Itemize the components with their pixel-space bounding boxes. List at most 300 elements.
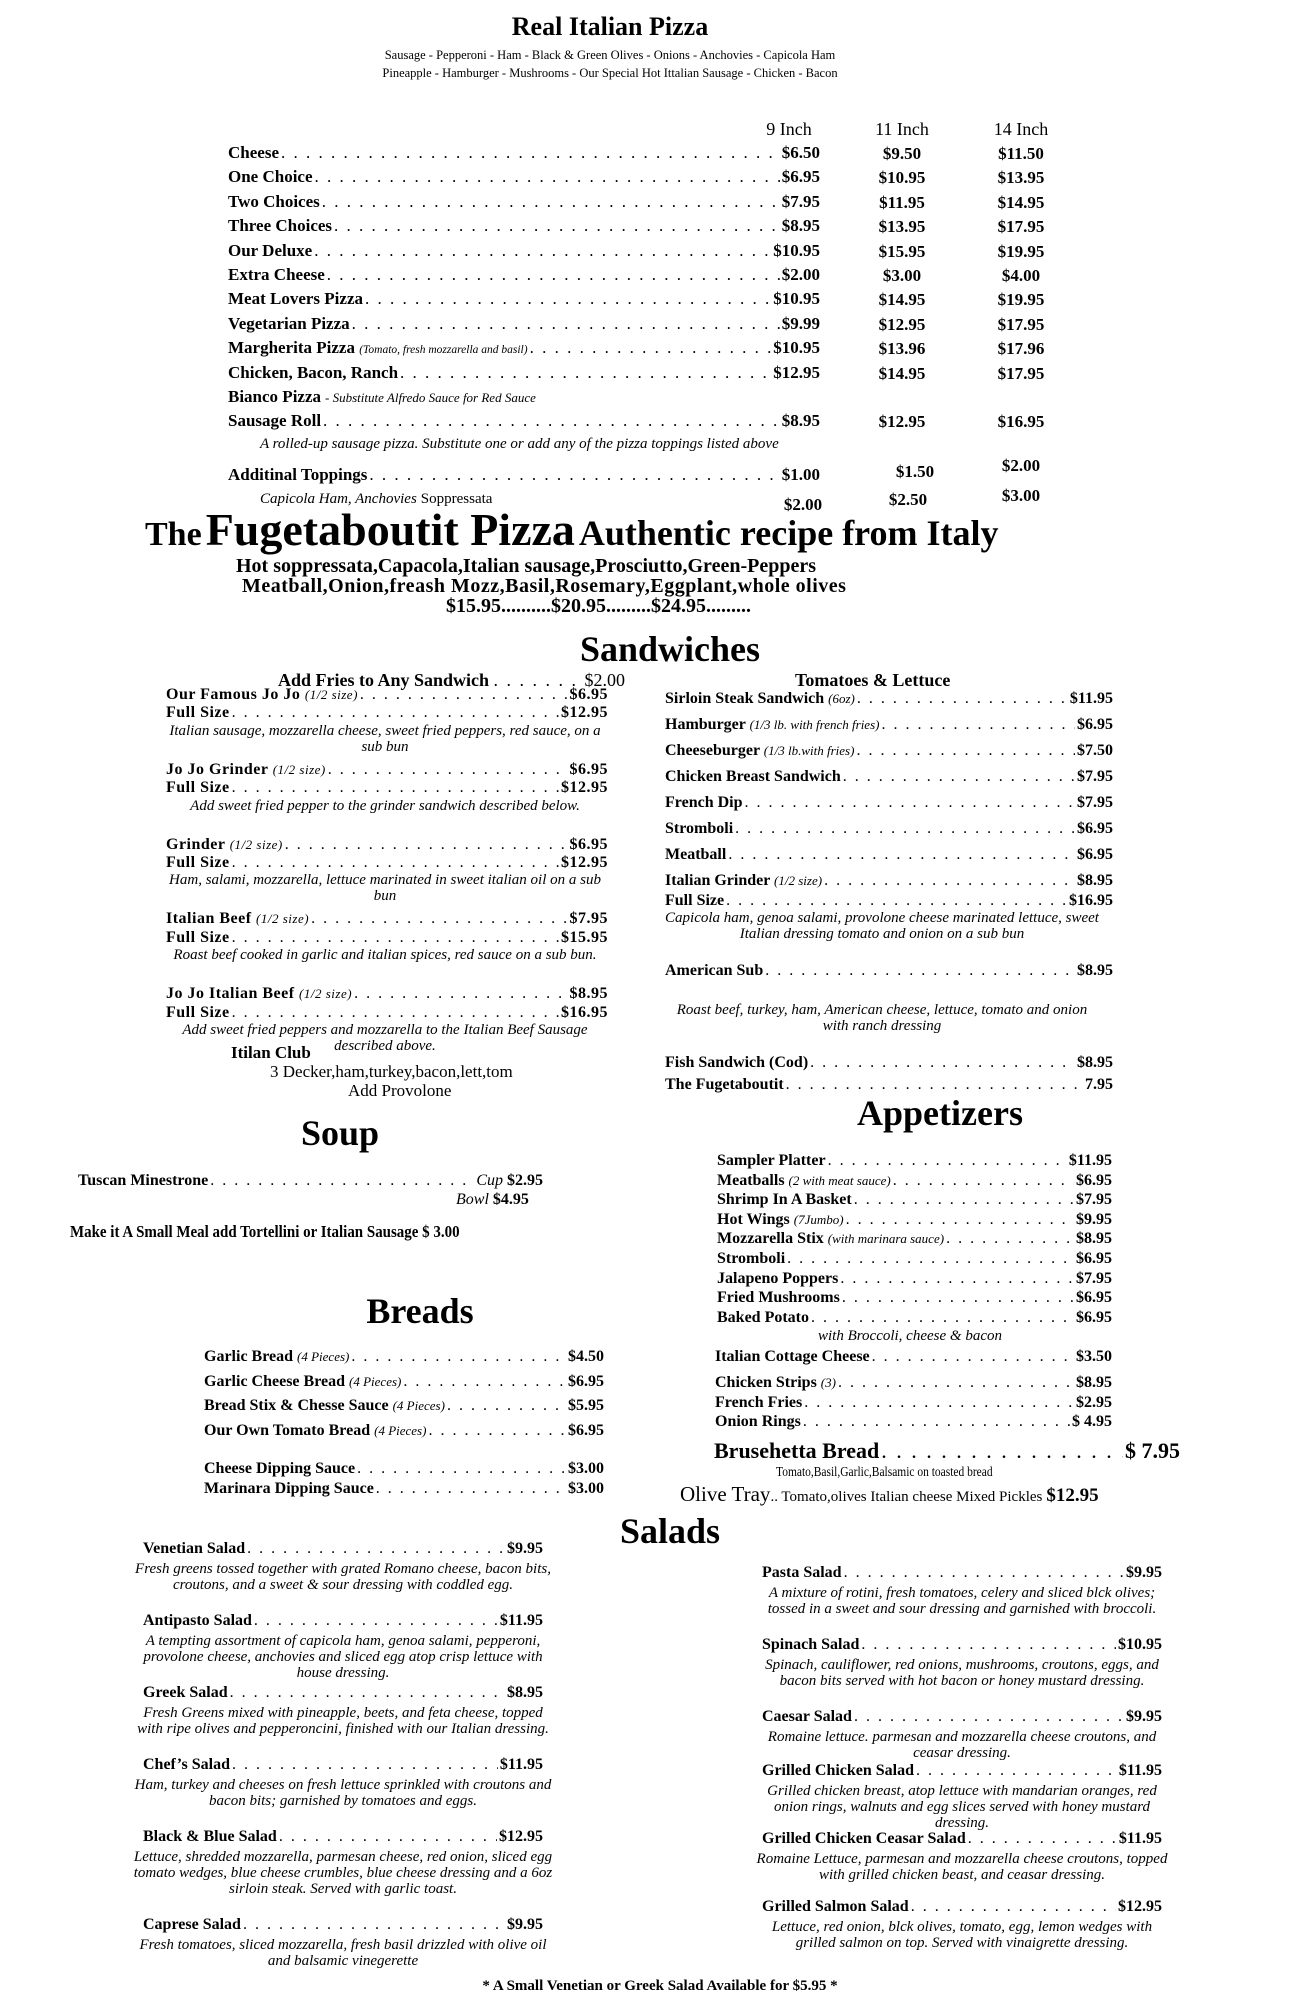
item-name [717,1309,809,1327]
price-11-inch: $12.95 [878,314,926,334]
price-14-inch: $17.96 [997,339,1045,359]
pizza-row [228,289,820,309]
sandwich-desc: Add sweet fried peppers and mozzarella to the Italian Beef Sausage described above. [182,1022,588,1054]
fugetaboutit-the: The [145,516,202,553]
price-14-inch: $3.00 [1001,486,1041,505]
item-name [717,1230,944,1248]
item-name [665,716,879,734]
item-name-text: Full Size [166,928,230,946]
item-name [166,836,283,854]
item-price: $2.00 [781,265,820,284]
appetizer-row [717,1250,1112,1268]
item-name-text: French Dip [665,794,743,811]
item-price: $12.95 [773,362,820,382]
sandwich-row [665,872,1113,890]
menu-title: Real Italian Pizza [511,12,709,41]
item-price: $7.95 [1076,1191,1112,1209]
item-price: $6.95 [781,167,820,187]
item-price: $6.95 [1077,716,1113,733]
sandwich-row [665,690,1113,708]
baked-potato-desc: with Broccoli, cheese & bacon [818,1328,1002,1344]
sandwich-row [665,1054,1113,1072]
pizza-row [228,143,820,163]
item-price: $6.95 [1077,820,1113,837]
sandwich-row [166,854,608,872]
item-price: $10.95 [1118,1636,1162,1653]
item-price: 7.95 [1085,1076,1113,1093]
item-name-text: Sirloin Steak Sandwich [665,690,825,707]
price-11-inch: $13.96 [878,339,926,359]
soup-cup-label: Cup [476,1172,503,1189]
item-name [228,192,320,212]
item-name-text: Three Choices [228,216,333,236]
item-price: $9.95 [507,1540,543,1557]
soup-title: Soup [300,1113,380,1153]
item-price: $8.95 [507,1684,543,1701]
item-name-text: Chicken Strips [715,1374,817,1391]
fugetaboutit-heading [145,503,999,556]
item-name [665,892,724,910]
salad-row [762,1708,1162,1726]
item-note: (6oz) [828,691,855,706]
premium-name: Capicola Ham, Anchovies [260,491,417,507]
item-price: $9.95 [1076,1210,1112,1228]
sandwich-row [166,910,608,928]
item-price: $16.95 [561,1003,608,1021]
item-note: (1/2 size) [256,911,310,927]
item-name [166,704,230,722]
item-name [665,690,855,708]
item-price: $8.95 [1077,1054,1113,1071]
toppings-line-2: Pineapple - Hamburger - Mushrooms - Our Special Hot Ittalian Sausage - Chicken - Bacon [382,66,838,80]
pizza-row [228,216,820,236]
salad-desc: Fresh Greens mixed with pineapple, beets, and feta cheese, topped with ripe olives and pepperoncini, finished with our Italian dressing. [137,1705,549,1737]
bianco-name: Bianco Pizza [228,387,322,406]
item-name-text: Fried Mushrooms [717,1289,840,1307]
price-11-inch: $14.95 [878,290,926,310]
olive-tray-price: $12.95 [1046,1485,1099,1506]
sandwich-row [665,962,1113,980]
item-name-text: Chef’s Salad [143,1756,230,1773]
item-name-text: Spinach Salad [762,1636,860,1653]
appetizer-row [715,1394,1112,1412]
salad-row [762,1898,1162,1916]
bianco-pizza-row [228,387,536,407]
item-name-text: Garlic Cheese Bread [204,1372,346,1390]
item-name-text: Stromboli [717,1250,786,1267]
item-price: $3.00 [568,1480,604,1497]
sausage-roll-desc: A rolled-up sausage pizza. Substitute one or add any of the pizza toppings listed above [260,436,779,452]
item-name-text: Full Size [166,704,230,722]
item-name-text: Venetian Salad [143,1540,246,1557]
item-name [717,1152,826,1170]
item-name [166,779,230,797]
item-name-text: Our Deluxe [228,240,313,260]
item-price: $6.95 [569,760,608,778]
item-name [665,768,841,786]
item-name [166,985,352,1003]
item-note: (with marinara sauce) [827,1231,945,1247]
item-name [204,1373,401,1391]
salad-row [762,1830,1162,1848]
item-price: $6.95 [1076,1308,1112,1326]
item-name [715,1413,801,1431]
price-11-inch: $3.00 [882,266,922,285]
salad-desc: Romaine Lettuce, parmesan and mozzarella cheese croutons, topped with grilled chicken beast, and ceasar dressing. [756,1851,1168,1883]
olive-tray-name: Olive Tray [680,1482,771,1506]
item-name [228,411,321,431]
item-name-text: Sausage Roll [228,411,322,430]
sandwiches-title: Sandwiches [579,629,761,669]
pizza-row [228,265,820,285]
item-name-text: Cheese [228,143,279,162]
item-name [665,794,742,812]
salads-title: Salads [619,1511,721,1551]
salad-desc: Romaine lettuce. parmesan and mozzarella cheese croutons, and ceasar dressing. [767,1729,1157,1761]
item-name [665,742,854,760]
item-note: (1/2 size) [272,761,326,777]
sandwich-row [166,985,608,1003]
item-name-text: Italian Beef [166,910,252,928]
item-name-text: American Sub [665,962,764,979]
item-price: $9.95 [1126,1564,1162,1581]
item-price: $10.95 [773,289,820,309]
item-price: $ 4.95 [1072,1413,1112,1430]
item-name-text: Caprese Salad [143,1916,241,1933]
add-fries-price: $2.00 [584,670,626,690]
item-name [143,1756,230,1774]
item-price: $6.95 [1077,846,1113,863]
appetizer-row [715,1413,1112,1431]
item-note: (4 Pieces) [349,1373,402,1389]
item-price: $10.95 [773,240,820,260]
salad-desc: Ham, turkey and cheeses on fresh lettuce sprinkled with croutons and bacon bits; garnished by tomatoes and eggs. [134,1777,552,1809]
item-name [166,910,309,928]
item-note: (1/3 lb. with french fries) [749,717,880,732]
appetizer-row [717,1172,1112,1190]
price-11-inch: $2.50 [888,490,928,509]
sandwich-row [665,846,1113,864]
salads-footer-note: * A Small Venetian or Greek Salad Available for $5.95 * [482,1978,838,1994]
sandwich-row [166,686,608,704]
item-name [228,338,528,358]
item-name [204,1422,426,1440]
item-name [204,1397,445,1415]
item-note: (1/3 lb.with fries) [763,743,855,758]
item-price: $8.95 [1076,1230,1112,1248]
item-name-text: Baked Potato [717,1308,809,1326]
tomatoes-lettuce-label: Tomatoes & Lettuce [795,670,951,690]
item-name-text: Grilled Chicken Salad [762,1762,915,1779]
sandwich-row [665,768,1113,786]
item-price: $12.95 [561,704,608,722]
sandwich-row [665,716,1113,734]
item-name [717,1191,852,1209]
item-name [717,1289,840,1307]
item-name-text: The Fugetaboutit [665,1076,784,1093]
sandwich-row [665,892,1113,910]
item-price: $11.95 [1068,1152,1112,1169]
item-name-text: Black & Blue Salad [143,1828,277,1845]
price-14-inch: $19.95 [997,241,1045,261]
price-11-inch: $15.95 [878,241,926,261]
salad-row [762,1564,1162,1582]
item-price: $12.95 [561,779,608,797]
appetizers-title: Appetizers [857,1093,1023,1133]
item-name-text: Meatball [665,846,727,863]
item-price: $8.95 [1077,872,1113,889]
item-note: (3) [820,1375,836,1390]
price-9-inch: $2.00 [783,495,823,514]
item-name [715,1348,870,1366]
item-name [762,1708,852,1726]
item-name [166,854,230,872]
item-name-text: Stromboli [665,820,734,837]
item-name [665,872,822,890]
item-note: (4 Pieces) [392,1398,445,1413]
item-name-text: Grilled Salmon Salad [762,1898,909,1915]
item-name-text: Sampler Platter [717,1152,826,1169]
soup-bowl-price: $4.95 [492,1191,529,1208]
soup-cup [476,1172,543,1190]
item-name-text: Meat Lovers Pizza [228,289,363,309]
pizza-row [228,241,820,261]
item-note: (1/2 size) [774,873,823,888]
item-note: (4 Pieces) [297,1349,350,1364]
item-name [717,1250,785,1268]
item-name [665,1076,784,1094]
item-price: $8.95 [1076,1374,1112,1391]
appetizer-row [717,1152,1112,1170]
size-header: 9 Inch [766,119,812,139]
item-price: $11.95 [1069,690,1113,707]
appetizer-row [717,1270,1112,1288]
salad-desc: Grilled chicken breast, atop lettuce with mandarian oranges, red onion rings, walnuts and egg slices served with honey mustard dressing. [767,1783,1157,1831]
item-name [228,216,332,236]
item-name-text: Jo Jo Grinder [166,760,269,778]
item-price: $6.95 [1076,1250,1112,1267]
item-name-text: Chicken, Bacon, Ranch [228,362,399,382]
salad-desc: Fresh greens tossed together with grated Romano cheese, bacon bits, croutons, and a sweet & sour dressing with coddled egg. [135,1561,551,1593]
item-name-text: Antipasto Salad [143,1612,252,1629]
item-price: $6.50 [781,143,820,162]
item-name [204,1480,374,1498]
itilan-club-desc-1: 3 Decker,ham,turkey,bacon,lett,tom [270,1062,513,1081]
item-name [228,241,312,261]
item-price: $16.95 [1069,892,1113,909]
sandwich-desc: Ham, salami, mozzarella, lettuce marinated in sweet italian oil on a sub bun [169,872,601,905]
item-price: $9.99 [781,313,820,333]
bread-row [204,1348,604,1366]
item-name-text: Vegetarian Pizza [228,313,350,333]
item-price: $7.95 [1077,794,1113,811]
item-name-text: One Choice [228,167,313,187]
item-name [166,686,358,704]
item-price: $4.50 [568,1348,604,1365]
olive-tray-row [680,1482,1099,1507]
item-name [228,167,313,187]
item-price: $15.95 [561,928,608,946]
price-14-inch: $14.95 [997,192,1045,212]
item-name-text: Cheese Dipping Sauce [204,1460,356,1477]
appetizer-row [715,1374,1112,1392]
price-14-inch: $17.95 [997,314,1045,334]
sauce-row [204,1460,604,1478]
sandwich-desc: Italian sausage, mozzarella cheese, sweet fried peppers, red sauce, on a sub bun [169,722,601,755]
item-note: (7Jumbo) [793,1211,844,1227]
item-name-text: Fish Sandwich (Cod) [665,1054,809,1071]
soup-item [78,1172,543,1190]
item-name-text: Marinara Dipping Sauce [204,1480,374,1497]
item-name-text: Cheeseburger [665,742,760,759]
sandwich-row [665,794,1113,812]
sandwich-row [166,761,608,779]
sandwich-row [166,929,608,947]
item-name [762,1564,842,1582]
item-name-text: Full Size [166,854,230,871]
item-price: $9.95 [1126,1708,1162,1725]
pizza-row [228,314,820,334]
item-name-text: Extra Cheese [228,265,325,284]
sandwich-row [665,820,1113,838]
item-note: (1/2 size) [304,687,358,702]
price-11-inch: $13.95 [878,217,926,237]
olive-tray-desc: .. Tomato,olives Italian cheese Mixed Pickles [770,1489,1043,1505]
price-14-inch: $17.95 [997,217,1045,237]
item-name [717,1211,844,1229]
item-price: $5.95 [568,1397,604,1414]
fugetaboutit-name: Fugetaboutit Pizza [205,504,575,555]
sandwich-row [166,779,608,797]
item-name-text: Pasta Salad [762,1564,842,1581]
soup-bowl-label: Bowl [456,1191,489,1208]
item-price: $3.00 [568,1460,604,1477]
bianco-note: - Substitute Alfredo Sauce for Red Sauce [325,390,536,405]
sandwich-desc: Roast beef cooked in garlic and italian spices, red sauce on a sub bun. [173,947,597,964]
item-name-text: Meatballs [717,1171,785,1189]
price-11-inch: $1.50 [895,462,935,481]
fugetaboutit-prices: $15.95..........$20.95.........$24.95......... [446,595,751,617]
item-name-text: Full Size [665,892,725,909]
soup-name: Tuscan Minestrone [78,1172,209,1189]
item-price: $10.95 [773,338,820,358]
salad-desc: Spinach, cauliflower, red onions, mushrooms, croutons, eggs, and bacon bits served with hot bacon or honey mustard dressing. [765,1657,1159,1689]
item-price: $6.95 [1076,1289,1112,1307]
item-name [665,846,726,864]
price-11-inch: $9.50 [882,144,922,163]
soup-meal-note: Make it A Small Meal add Tortellini or Italian Sausage $ 3.00 [70,1222,460,1241]
item-price: $11.95 [1118,1830,1162,1847]
sandwich-desc: Capicola ham, genoa salami, provolone cheese marinated lettuce, sweet Italian dressing tomato and onion on a sub bun [665,910,1099,942]
price-14-inch: $19.95 [997,290,1045,310]
item-note: (1/2 size) [229,836,283,852]
pizza-row [228,338,820,358]
item-price: $7.95 [569,910,608,928]
item-name [228,265,325,285]
item-name-text: Chicken Breast Sandwich [665,768,841,785]
item-price: $12.95 [1118,1898,1162,1915]
item-name [665,962,763,980]
price-11-inch: $10.95 [878,168,926,188]
bread-row [204,1397,604,1415]
item-name [228,465,367,485]
soup-cup-price: $2.95 [507,1172,543,1189]
itilan-club-name: Itilan Club [231,1043,311,1062]
item-name [143,1684,228,1702]
item-price: $9.95 [507,1916,543,1933]
salad-row [143,1612,543,1630]
item-name-text: Full Size [166,779,230,797]
item-note: (Tomato, fresh mozzarella and basil) [359,344,528,357]
appetizer-row [717,1309,1112,1327]
salad-row [143,1540,543,1558]
fugetaboutit-tagline: Authentic recipe from Italy [578,513,999,553]
size-header: 11 Inch [875,119,929,139]
bruschetta-desc: Tomato,Basil,Garlic,Balsamic on toasted bread [776,1465,993,1480]
bread-row [204,1373,604,1391]
item-name [762,1636,859,1654]
item-note: (2 with meat sauce) [788,1172,891,1188]
item-name-text: Grilled Chicken Ceasar Salad [762,1830,966,1847]
salad-desc: Fresh tomatoes, sliced mozzarella, fresh basil drizzled with olive oil and balsamic vinegerette [139,1937,547,1969]
toppings-line-1: Sausage - Pepperoni - Ham - Black & Green Olives - Onions - Anchovies - Capicola Ham [384,48,836,62]
item-price: $12.95 [561,854,608,871]
item-name [665,820,733,838]
bruschetta-name: Brusehetta Bread [714,1438,880,1463]
salad-desc: Lettuce, red onion, blck olives, tomato, egg, lemon wedges with grilled salmon on top. Served with vinaigrette dressing. [771,1919,1153,1951]
item-price: $7.95 [1076,1269,1112,1287]
itilan-club-desc-2: Add Provolone [348,1081,452,1100]
item-note: (1/2 size) [299,986,353,1002]
item-name-text: Italian Grinder [665,872,771,889]
item-name [166,761,326,779]
item-name-text: Italian Cottage Cheese [715,1348,870,1365]
item-name-text: Hamburger [665,716,746,733]
appetizer-row [717,1211,1112,1229]
appetizer-row [717,1230,1112,1248]
fugetaboutit-ingredients-2: Meatball,Onion,freash Mozz,Basil,Rosemary,Eggplant,whole olives [242,575,847,597]
sandwich-desc: Roast beef, turkey, ham, American cheese, lettuce, tomato and onion with ranch dressing [676,1002,1088,1034]
item-price: $7.95 [781,191,820,211]
item-price: $8.95 [781,411,820,430]
sandwich-row [166,836,608,854]
price-11-inch: $12.95 [878,412,926,431]
item-name [143,1916,241,1934]
item-price: $6.95 [568,1372,604,1390]
item-price: $8.95 [1077,962,1113,979]
salad-desc: Lettuce, shredded mozzarella, parmesan cheese, red onion, sliced egg tomato wedges, blue cheese crumbles, blue cheese dressing and a 6oz sirloin steak. Served with garlic toast. [133,1849,553,1897]
item-price: $7.95 [1077,768,1113,785]
item-name-text: Our Own Tomato Bread [204,1421,371,1439]
bread-row [204,1422,604,1440]
item-price: $8.95 [781,216,820,236]
item-name [665,1054,808,1072]
item-price: $1.00 [781,465,820,484]
item-name [715,1374,836,1392]
bruschetta-price: $ 7.95 [1125,1438,1180,1463]
item-name [762,1830,966,1848]
item-name [204,1348,349,1366]
item-price: $7.50 [1077,742,1113,759]
salad-desc: A mixture of rotini, fresh tomatoes, celery and sliced blck olives; tossed in a sweet and sour dressing and garnished with broccoli. [767,1585,1157,1617]
item-name-text: Greek Salad [143,1684,228,1701]
item-name-text: Garlic Bread [204,1348,294,1365]
item-price: $6.95 [1076,1171,1112,1189]
item-price: $6.95 [569,686,608,703]
item-name [166,1004,230,1022]
salad-row [143,1756,543,1774]
item-name [228,363,398,383]
